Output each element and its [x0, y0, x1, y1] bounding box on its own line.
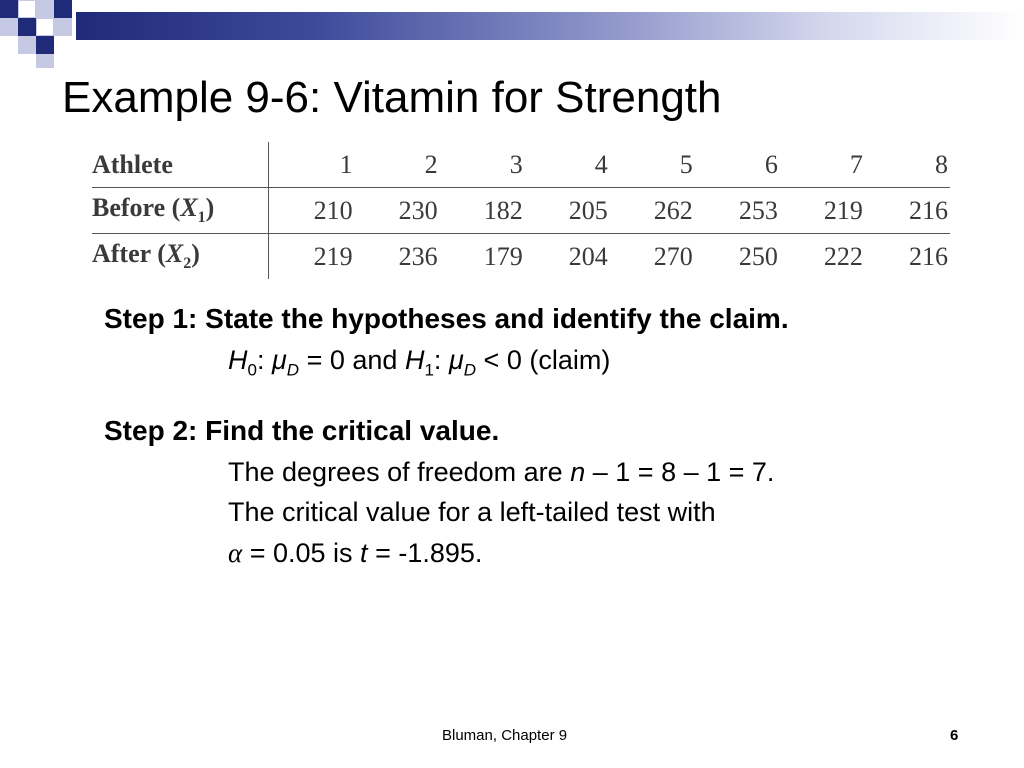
after-value: 204 [568, 241, 608, 271]
athlete-number: 6 [695, 142, 780, 188]
after-value: 219 [313, 241, 353, 271]
h1-rest: < 0 (claim) [483, 345, 611, 375]
deco-square [18, 18, 36, 36]
h1-symbol: H [404, 345, 425, 375]
after-value: 250 [738, 241, 778, 271]
df-text: The degrees of freedom are [228, 457, 563, 487]
row-header-before [92, 188, 269, 234]
before-value: 182 [440, 188, 525, 234]
df-calculation: – 1 = 8 – 1 = 7. [592, 457, 775, 487]
step2-title: Find the critical value. [205, 415, 500, 446]
before-value: 219 [780, 188, 865, 234]
after-value: 179 [483, 241, 523, 271]
before-value: 210 [269, 188, 355, 234]
mu-subscript [287, 360, 299, 379]
table-row-before [92, 188, 950, 234]
before-value: 253 [695, 188, 780, 234]
alpha-symbol: α [228, 538, 243, 568]
athlete-number: 8 [865, 142, 950, 188]
step1-label: Step 1: [104, 303, 198, 334]
critical-value-line: The critical value for a left-tailed test with [228, 497, 716, 527]
variable-x: X [180, 193, 198, 223]
h1-subscript: 1 [424, 360, 434, 380]
row-header-before-pre: Before ( [92, 193, 181, 223]
subscript: 2 [183, 255, 192, 273]
deco-square [0, 18, 18, 36]
athlete-number: 2 [355, 142, 440, 188]
deco-square [54, 0, 72, 18]
deco-square [36, 0, 54, 18]
athlete-number: 4 [525, 142, 610, 188]
table-header-row [92, 142, 950, 188]
athlete-number: 7 [780, 142, 865, 188]
before-value: 205 [525, 188, 610, 234]
before-value: 262 [610, 188, 695, 234]
t-value: = -1.895. [375, 538, 483, 568]
h0-rest: = 0 and [306, 345, 398, 375]
colon: : [256, 345, 265, 375]
hypotheses-line [228, 340, 610, 390]
after-value: 236 [398, 241, 438, 271]
mu-subscript-text: D [286, 360, 300, 380]
after-value: 222 [823, 241, 863, 271]
step1-title: State the hypotheses and identify the claim. [205, 303, 789, 334]
h0-symbol: H [228, 345, 248, 375]
mu-symbol: μ [272, 345, 287, 375]
t-variable: t [360, 538, 368, 568]
deco-square [18, 36, 36, 54]
h0-subscript: 0 [247, 360, 257, 380]
slide-title: Example 9-6: Vitamin for Strength [62, 73, 722, 122]
table-row-after [92, 234, 950, 280]
step1-heading [104, 299, 789, 339]
row-header-athlete: Athlete [92, 142, 269, 188]
athlete-number: 5 [610, 142, 695, 188]
slide-number: 6 [950, 727, 959, 744]
before-value: 230 [355, 188, 440, 234]
title-gradient-bar [76, 12, 1024, 40]
degrees-of-freedom-line [228, 452, 774, 492]
footer-source: Bluman, Chapter 9 [442, 727, 568, 744]
step2-label: Step 2: [104, 415, 198, 446]
subscript: 1 [197, 209, 206, 227]
colon: : [433, 345, 442, 375]
deco-square [36, 36, 54, 54]
deco-square [18, 0, 36, 18]
row-header-after-post: ) [191, 239, 200, 269]
variable-x: X [165, 239, 184, 269]
after-value: 270 [653, 241, 693, 271]
alpha-rest: = 0.05 is [249, 538, 353, 568]
row-header-before-post: ) [205, 193, 215, 223]
after-value: 216 [909, 241, 948, 271]
row-header-after [92, 234, 269, 280]
before-value: 216 [865, 188, 950, 234]
athlete-number: 1 [269, 142, 355, 188]
mu-subscript-text: D [463, 360, 477, 380]
athlete-number: 3 [440, 142, 525, 188]
deco-square [0, 0, 18, 18]
row-header-after-pre: After ( [92, 239, 166, 269]
vitamin-data-table [92, 142, 950, 279]
deco-square [36, 54, 54, 68]
mu-symbol: μ [448, 345, 464, 375]
n-variable: n [570, 457, 586, 487]
deco-square [54, 18, 72, 36]
alpha-line [228, 533, 482, 573]
deco-square [36, 18, 54, 36]
mu-subscript [464, 360, 476, 379]
step2-heading [104, 411, 499, 451]
